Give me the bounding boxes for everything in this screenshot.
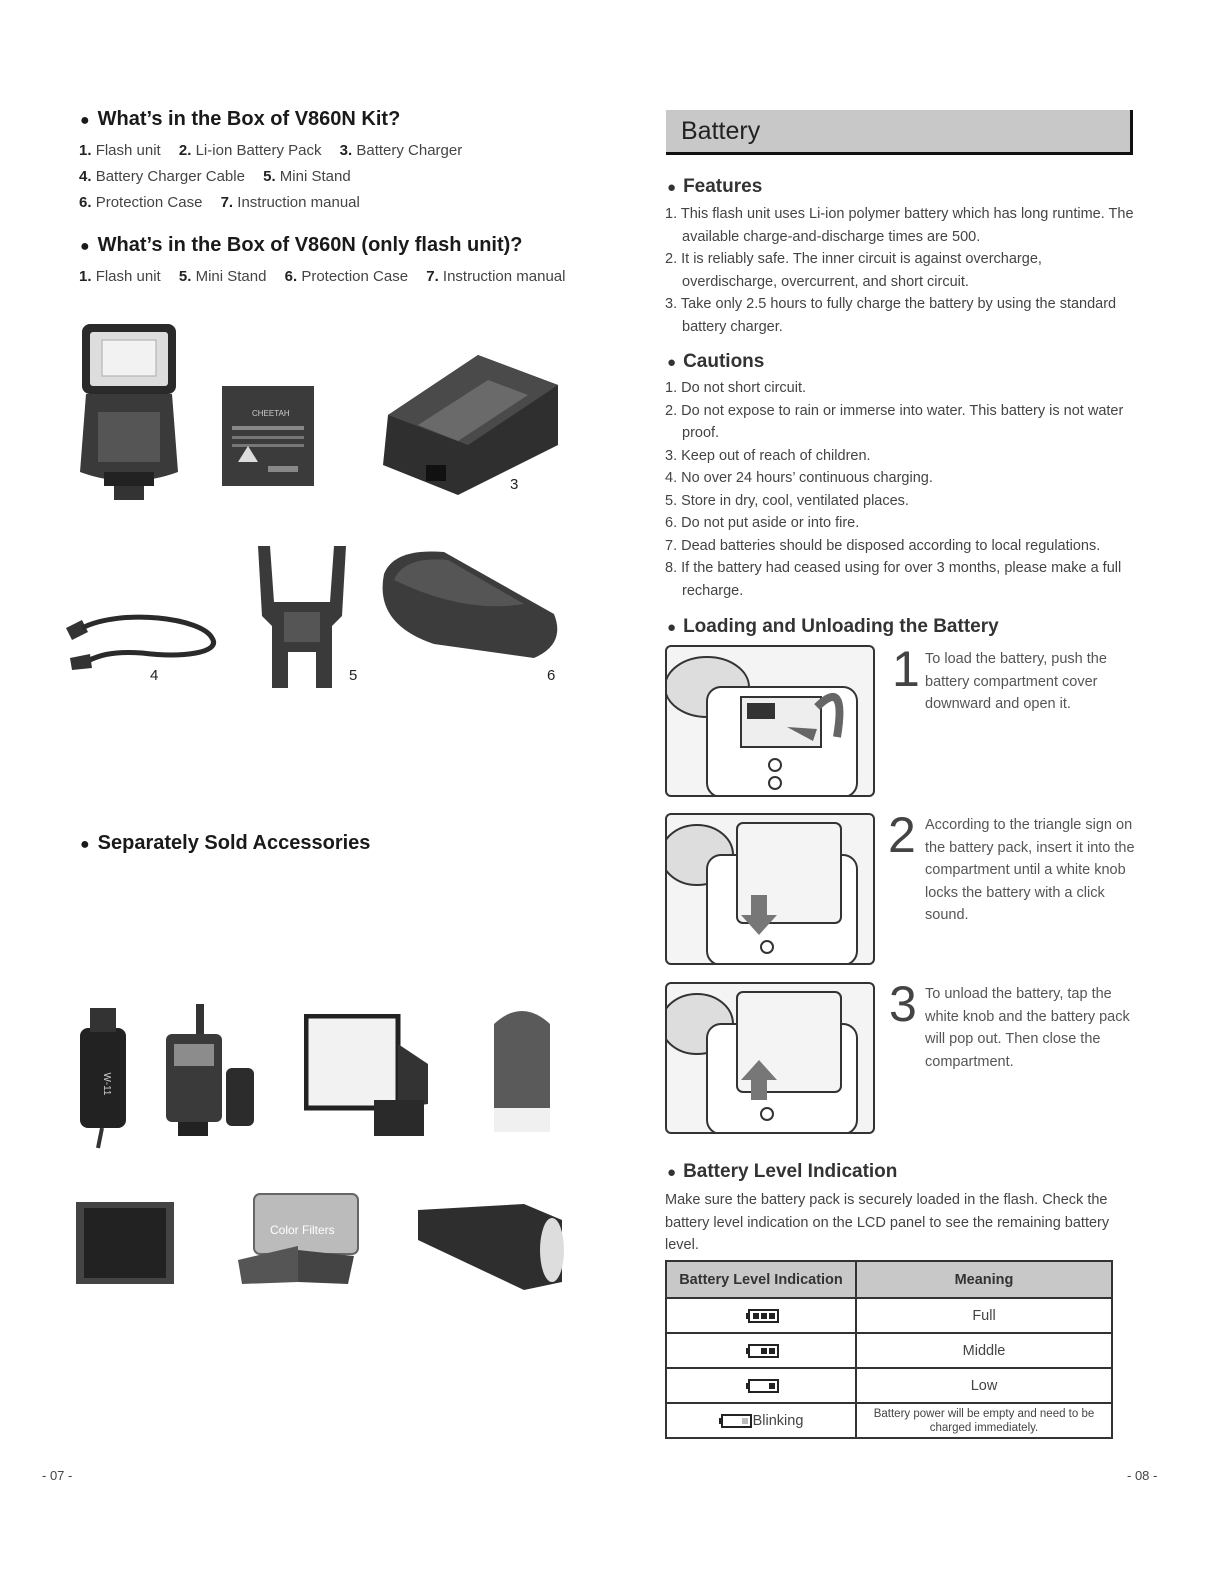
step-1-illustration (665, 645, 875, 797)
step-1-number: 1 (892, 641, 920, 697)
meaning-middle: Middle (856, 1333, 1112, 1368)
diffuser-sock-photo (488, 1004, 558, 1134)
table-row (666, 1333, 1112, 1368)
battery-low-icon (746, 1379, 776, 1392)
list-item: 4. No over 24 hours’ continuous charging. (665, 470, 933, 486)
battery-charger-photo (378, 345, 562, 495)
battery-brand-label: CHEETAH (252, 409, 290, 418)
car-charger-label: W-11 (101, 1072, 112, 1096)
list-item: 2. Do not expose to rain or immerse into water. This battery is not water proof. (665, 402, 1124, 441)
step-1-text: To load the battery, push the battery compartment cover downward and open it. (925, 651, 1107, 712)
cautions-heading: ● Cautions (667, 351, 765, 372)
step-3-illustration (665, 982, 875, 1134)
cautions-list (665, 377, 1135, 602)
step-2-text: According to the triangle sign on the battery pack, insert it into the compartment until a white knob locks the battery with a click sound. (925, 817, 1135, 923)
table-row (666, 1368, 1112, 1403)
list-item: 8. If the battery had ceased using for over 3 months, please make a full recharge. (665, 560, 1122, 599)
step-3-text: To unload the battery, tap the white knob and the battery pack will pop out. Then close the compartment. (925, 986, 1130, 1070)
battery-middle-icon (746, 1344, 776, 1357)
step-2-number: 2 (888, 807, 916, 863)
color-filters-photo (228, 1190, 364, 1288)
mini-stand-photo (254, 542, 350, 690)
kit-heading: ● What’s in the Box of V860N Kit? (80, 108, 401, 130)
meaning-full: Full (856, 1298, 1112, 1333)
battery-level-table (665, 1260, 1113, 1439)
wireless-trigger-photo (162, 1004, 258, 1138)
meaning-empty: Battery power will be empty and need to be charged immediately. (856, 1403, 1112, 1438)
table-header-indication: Battery Level Indication (666, 1261, 856, 1298)
table-row (666, 1298, 1112, 1333)
battery-full-icon (746, 1309, 776, 1322)
battery-level-intro: Make sure the battery pack is securely loaded in the flash. Check the battery level indication on the LCD panel to see the remaining battery level. (665, 1192, 1110, 1253)
table-header-row (666, 1261, 1112, 1298)
features-heading: ● Features (667, 176, 763, 197)
kit-row-2: 4. Battery Charger Cable 5. Mini Stand (79, 168, 351, 185)
meaning-low: Low (856, 1368, 1112, 1403)
step-2-illustration (665, 813, 875, 965)
photo-label-3: 3 (510, 476, 519, 493)
flash-only-heading: ● What’s in the Box of V860N (only flash unit)? (80, 234, 523, 256)
list-item: 3. Take only 2.5 hours to fully charge the battery by using the standard battery charger. (665, 296, 1117, 335)
honeycomb-grid-photo (74, 1200, 176, 1286)
color-filters-label: Color Filters (270, 1223, 335, 1237)
battery-level-heading: ● Battery Level Indication (667, 1161, 898, 1182)
list-item: 2. It is reliably safe. The inner circuit is against overcharge, overdischarge, overcurrent, and short circuit. (665, 251, 1042, 290)
softbox-photo (304, 1014, 438, 1142)
battery-section-title: Battery (666, 110, 1133, 155)
photo-label-5: 5 (349, 667, 358, 684)
table-row (666, 1403, 1112, 1438)
protection-case-photo (374, 544, 566, 662)
list-item: 5. Store in dry, cool, ventilated places. (665, 492, 909, 509)
car-charger-photo (74, 1004, 134, 1150)
list-item: 3. Keep out of reach of children. (665, 447, 871, 464)
page-number-right: - 08 - (1127, 1468, 1158, 1483)
page-number-left: - 07 - (42, 1468, 73, 1483)
list-item: 7. Dead batteries should be disposed according to local regulations. (665, 537, 1101, 554)
loading-heading: ● Loading and Unloading the Battery (667, 616, 999, 637)
list-item: 1. This flash unit uses Li-ion polymer battery which has long runtime. The available charge-and-discharge times are 500. (665, 206, 1134, 245)
list-item: 6. Do not put aside or into fire. (665, 515, 860, 531)
table-header-meaning: Meaning (856, 1261, 1112, 1298)
charger-cable-photo (62, 598, 226, 672)
photo-label-4: 4 (150, 667, 159, 684)
flash-only-row: 1. Flash unit 5. Mini Stand 6. Protection Case 7. Instruction manual (79, 268, 566, 285)
features-list (665, 203, 1135, 338)
blinking-label: Blinking (752, 1412, 804, 1429)
accessories-heading: ● Separately Sold Accessories (80, 832, 371, 854)
list-item: 1. Do not short circuit. (665, 380, 807, 396)
photo-label-6: 6 (547, 667, 556, 684)
step-3-number: 3 (889, 976, 917, 1032)
kit-row-1: 1. Flash unit 2. Li-ion Battery Pack 3. Battery Charger (79, 142, 463, 159)
flash-unit-photo (74, 322, 184, 504)
snoot-photo (414, 1190, 566, 1294)
kit-row-3: 6. Protection Case 7. Instruction manual (79, 194, 360, 211)
battery-pack-photo (222, 386, 314, 486)
battery-blinking-icon (719, 1414, 749, 1427)
